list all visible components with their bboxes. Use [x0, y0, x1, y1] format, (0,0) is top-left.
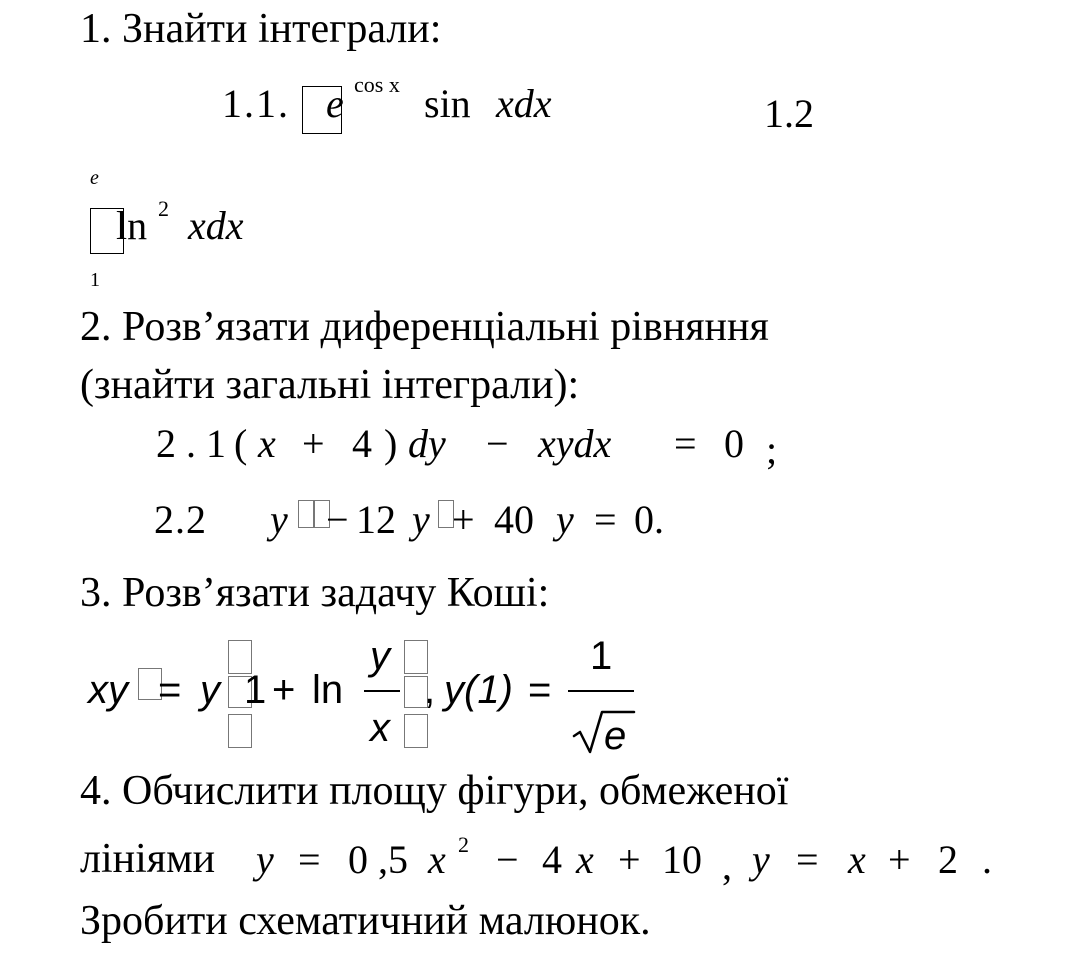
curve1-ten: 10	[662, 837, 702, 882]
equation1-dy: dy	[408, 421, 446, 466]
curve2-x: x	[848, 837, 866, 882]
curve1-coefficient: 0 ,5	[348, 837, 408, 882]
equation1-label: 2 . 1	[156, 421, 226, 466]
curve1-four: 4	[542, 837, 562, 882]
curve2-y: y	[752, 837, 770, 882]
cauchy-initial-condition: y(1)	[444, 668, 513, 712]
cauchy-comma: ,	[424, 668, 436, 712]
cauchy-rhs-numerator: 1	[590, 634, 613, 678]
cauchy-fraction-denominator: x	[370, 706, 390, 750]
curve1-plus: +	[618, 837, 641, 882]
task3-heading: 3. Розв’язати задачу Коші:	[80, 570, 550, 616]
cauchy-rhs-denominator: e	[604, 714, 627, 758]
equation1-close-paren: )	[384, 421, 398, 466]
equation2-twelve: 12	[356, 497, 396, 542]
equation2-equals: =	[594, 497, 617, 542]
integral2-xdx: xdx	[188, 203, 244, 248]
curve1-power: 2	[458, 832, 469, 857]
equation2-y1: y	[270, 497, 288, 542]
equation1-equals: =	[674, 421, 697, 466]
integral1-exponent: cos x	[354, 72, 400, 97]
cauchy-plus: +	[272, 668, 296, 712]
integral1-label: 1.1.	[222, 81, 290, 126]
integral2-power: 2	[158, 196, 169, 221]
equation2-y3: y	[556, 497, 574, 542]
integral1-sin: sin	[424, 81, 471, 126]
cauchy-y: y	[200, 668, 220, 712]
equation1-open-paren: (	[234, 421, 248, 466]
cauchy-ln: ln	[312, 668, 344, 712]
cauchy-equals1: =	[158, 668, 182, 712]
curve1-x: x	[428, 837, 446, 882]
curve1-equals: =	[298, 837, 321, 882]
equation1-xydx: xydx	[538, 421, 612, 466]
bracket-placeholder-icon	[228, 714, 252, 748]
integral2-lower-limit: 1	[90, 269, 100, 291]
cauchy-equals2: =	[528, 668, 552, 712]
task2-heading-line1: 2. Розв’язати диференціальні рівняння	[80, 304, 769, 350]
equation1-semicolon: ;	[766, 427, 778, 472]
curve1-y: y	[256, 837, 274, 882]
cauchy-xy: xy	[88, 668, 128, 712]
fraction-bar	[568, 690, 634, 692]
task4-lines-word: лініями	[80, 836, 216, 882]
task4-last-line: Зробити схематичний малюнок.	[80, 898, 651, 944]
bracket-placeholder-icon	[404, 714, 428, 748]
integral2-label: 1.2	[764, 91, 814, 136]
curve2-plus: +	[888, 837, 911, 882]
equation2-minus: −	[326, 497, 349, 542]
prime-placeholder-icon	[298, 500, 314, 528]
equation2-forty: 40	[494, 497, 534, 542]
equation1-plus: +	[302, 421, 325, 466]
equation2-label: 2.2	[154, 497, 207, 542]
curve1-minus: −	[496, 837, 519, 882]
equation1-minus: −	[486, 421, 509, 466]
fraction-bar	[364, 690, 400, 692]
integral1-e: e	[326, 81, 344, 126]
curves-end-dot: .	[982, 837, 992, 882]
equation1-x: x	[258, 421, 276, 466]
integral2-ln: ln	[116, 203, 148, 248]
task1-heading: 1. Знайти інтеграли:	[80, 6, 442, 52]
curves-separator: ,	[722, 843, 732, 888]
integral1-xdx: xdx	[496, 81, 552, 126]
curve1-x2: x	[576, 837, 594, 882]
equation2-plus: +	[452, 497, 475, 542]
cauchy-fraction-numerator: y	[370, 634, 390, 678]
task2-heading-line2: (знайти загальні інтеграли):	[80, 362, 580, 408]
equation1-four: 4	[352, 421, 372, 466]
integral2-upper-limit: e	[90, 167, 99, 189]
equation1-zero: 0	[724, 421, 744, 466]
task4-heading: 4. Обчислити площу фігури, обмеженої	[80, 768, 789, 814]
equation2-y2: y	[412, 497, 430, 542]
curve2-equals: =	[796, 837, 819, 882]
curve2-two: 2	[938, 837, 958, 882]
equation2-zero: 0.	[634, 497, 664, 542]
cauchy-one: 1	[244, 668, 267, 712]
